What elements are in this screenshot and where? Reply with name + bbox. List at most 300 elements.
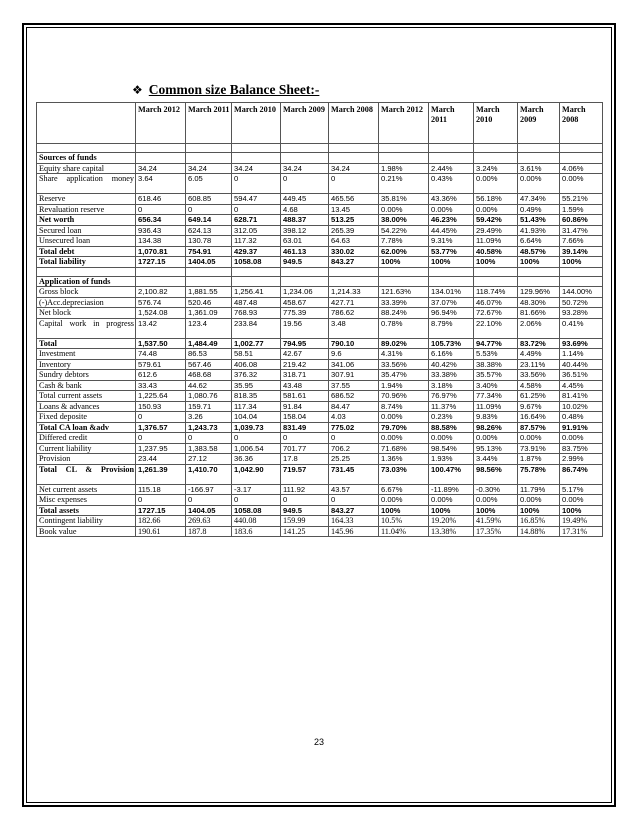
table-row <box>37 349 603 360</box>
table-cell: 81.41% <box>560 391 603 402</box>
table-cell: 0 <box>232 433 281 444</box>
table-row <box>37 144 603 153</box>
row-label: Investment <box>37 349 136 360</box>
table-cell: 23.11% <box>518 359 560 370</box>
table-row <box>37 484 603 495</box>
table-cell: 100% <box>429 505 474 516</box>
table-cell: 71.68% <box>379 443 429 454</box>
row-label: Fixed deposite <box>37 412 136 423</box>
row-label: Current liability <box>37 443 136 454</box>
table-cell: 4.03 <box>329 412 379 423</box>
table-cell: 265.39 <box>329 225 379 236</box>
table-cell: 612.6 <box>136 370 186 381</box>
table-cell: 1404.05 <box>186 505 232 516</box>
table-cell: 47.34% <box>518 194 560 205</box>
table-cell: 150.93 <box>136 401 186 412</box>
table-cell: 618.46 <box>136 194 186 205</box>
table-row <box>37 526 603 537</box>
table-cell: 1,237.95 <box>136 443 186 454</box>
table-cell <box>186 144 232 153</box>
table-cell: 33.39% <box>379 297 429 308</box>
table-cell: 17.8 <box>281 454 329 465</box>
table-cell: 25.25 <box>329 454 379 465</box>
table-cell: 8.79% <box>429 318 474 338</box>
table-cell: 19.49% <box>560 516 603 527</box>
table-cell: 269.63 <box>186 516 232 527</box>
column-header: March 2011 <box>186 103 232 144</box>
table-cell <box>474 144 518 153</box>
table-cell: 13.45 <box>329 204 379 215</box>
table-cell: 89.02% <box>379 338 429 349</box>
table-cell: 43.57 <box>329 484 379 495</box>
table-cell: 87.57% <box>518 422 560 433</box>
table-cell: 56.18% <box>474 194 518 205</box>
table-cell: 0.00% <box>379 433 429 444</box>
table-cell: 0 <box>232 174 281 194</box>
table-row <box>37 412 603 423</box>
table-cell <box>560 267 603 276</box>
table-cell: 790.10 <box>329 338 379 349</box>
table-cell: 0.00% <box>379 495 429 506</box>
table-cell: 1,410.70 <box>186 464 232 484</box>
table-cell <box>518 153 560 164</box>
table-cell: 62.00% <box>379 246 429 257</box>
table-cell: 6.64% <box>518 236 560 247</box>
table-cell: 775.39 <box>281 308 329 319</box>
table-cell: 13.42 <box>136 318 186 338</box>
table-cell <box>474 276 518 287</box>
table-cell <box>329 153 379 164</box>
table-cell: 98.26% <box>474 422 518 433</box>
table-cell: 7.66% <box>560 236 603 247</box>
table-cell: 22.10% <box>474 318 518 338</box>
table-cell: 594.47 <box>232 194 281 205</box>
table-cell: 233.84 <box>232 318 281 338</box>
table-row <box>37 380 603 391</box>
table-cell: 55.21% <box>560 194 603 205</box>
table-cell: 164.33 <box>329 516 379 527</box>
table-cell: 0 <box>232 204 281 215</box>
table-cell: 775.02 <box>329 422 379 433</box>
column-header: March 2009 <box>281 103 329 144</box>
table-cell: 4.58% <box>518 380 560 391</box>
table-row <box>37 370 603 381</box>
table-cell: 2.99% <box>560 454 603 465</box>
table-cell: 11.79% <box>518 484 560 495</box>
table-cell: 1.93% <box>429 454 474 465</box>
table-cell: 88.58% <box>429 422 474 433</box>
table-cell: 513.25 <box>329 215 379 226</box>
table-cell <box>560 144 603 153</box>
table-cell <box>560 276 603 287</box>
table-cell: 10.02% <box>560 401 603 412</box>
table-cell: 794.95 <box>281 338 329 349</box>
table-cell: 8.74% <box>379 401 429 412</box>
table-cell: 19.56 <box>281 318 329 338</box>
table-cell: 3.26 <box>186 412 232 423</box>
table-cell: 72.67% <box>474 308 518 319</box>
table-cell: 41.59% <box>474 516 518 527</box>
table-cell: 3.44% <box>474 454 518 465</box>
row-label <box>37 144 136 153</box>
table-cell: 0.43% <box>429 174 474 194</box>
table-cell: 29.49% <box>474 225 518 236</box>
table-row <box>37 236 603 247</box>
table-cell: 3.48 <box>329 318 379 338</box>
table-cell: 330.02 <box>329 246 379 257</box>
table-cell: 312.05 <box>232 225 281 236</box>
table-cell: 0.41% <box>560 318 603 338</box>
table-cell: 35.95 <box>232 380 281 391</box>
table-row <box>37 318 603 338</box>
table-cell <box>329 267 379 276</box>
table-cell: 17.35% <box>474 526 518 537</box>
table-cell: 100% <box>560 505 603 516</box>
table-cell: 1058.08 <box>232 257 281 268</box>
table-cell <box>518 267 560 276</box>
table-cell: 34.24 <box>186 163 232 174</box>
table-row <box>37 464 603 484</box>
table-cell: 1,243.73 <box>186 422 232 433</box>
table-cell: 16.64% <box>518 412 560 423</box>
row-label: Total CA loan &adv <box>37 422 136 433</box>
column-header: March 2009 <box>518 103 560 144</box>
table-cell: 1.87% <box>518 454 560 465</box>
table-cell: 5.53% <box>474 349 518 360</box>
table-cell: 100% <box>474 257 518 268</box>
table-cell <box>136 276 186 287</box>
table-cell <box>329 276 379 287</box>
table-cell: 843.27 <box>329 505 379 516</box>
table-cell: 1,225.64 <box>136 391 186 402</box>
table-cell: 35.47% <box>379 370 429 381</box>
row-label: Misc expenses <box>37 495 136 506</box>
table-cell: 9.31% <box>429 236 474 247</box>
table-cell: 111.92 <box>281 484 329 495</box>
table-row <box>37 257 603 268</box>
table-cell: 701.77 <box>281 443 329 454</box>
table-cell: 35.57% <box>474 370 518 381</box>
row-label: Unsecured loan <box>37 236 136 247</box>
table-cell: 0.00% <box>379 412 429 423</box>
table-cell: 86.74% <box>560 464 603 484</box>
table-cell: 520.46 <box>186 297 232 308</box>
row-label: Loans & advances <box>37 401 136 412</box>
table-cell: 843.27 <box>329 257 379 268</box>
row-label: Total liability <box>37 257 136 268</box>
table-cell: 2.44% <box>429 163 474 174</box>
table-row <box>37 153 603 164</box>
table-cell: 307.91 <box>329 370 379 381</box>
row-label: Application of funds <box>37 276 136 287</box>
row-label: Cash & bank <box>37 380 136 391</box>
table-cell: 0 <box>136 433 186 444</box>
table-cell: 576.74 <box>136 297 186 308</box>
table-cell: 1,261.39 <box>136 464 186 484</box>
table-cell: 3.40% <box>474 380 518 391</box>
diamond-bullet-icon: ❖ <box>132 83 143 97</box>
table-cell: 719.57 <box>281 464 329 484</box>
table-row <box>37 267 603 276</box>
table-cell <box>136 144 186 153</box>
table-cell: 36.51% <box>560 370 603 381</box>
table-row <box>37 225 603 236</box>
row-label: Secured loan <box>37 225 136 236</box>
table-row <box>37 338 603 349</box>
table-cell: 77.34% <box>474 391 518 402</box>
table-cell: 50.72% <box>560 297 603 308</box>
table-cell: 0 <box>329 174 379 194</box>
table-cell: 159.99 <box>281 516 329 527</box>
table-cell: 624.13 <box>186 225 232 236</box>
table-cell: 145.96 <box>329 526 379 537</box>
table-cell: 83.72% <box>518 338 560 349</box>
column-header: March 2011 <box>429 103 474 144</box>
table-cell: 686.52 <box>329 391 379 402</box>
table-row <box>37 308 603 319</box>
row-label: Inventory <box>37 359 136 370</box>
row-label: Net current assets <box>37 484 136 495</box>
table-cell: 4.49% <box>518 349 560 360</box>
table-cell <box>429 267 474 276</box>
table-cell: 134.38 <box>136 236 186 247</box>
table-cell: 0.00% <box>518 433 560 444</box>
table-cell: 48.57% <box>518 246 560 257</box>
table-cell: 1.36% <box>379 454 429 465</box>
table-cell: 104.04 <box>232 412 281 423</box>
table-cell: 190.61 <box>136 526 186 537</box>
table-cell: 3.18% <box>429 380 474 391</box>
row-label: Total debt <box>37 246 136 257</box>
table-cell <box>379 276 429 287</box>
table-cell: 608.85 <box>186 194 232 205</box>
table-cell: 33.38% <box>429 370 474 381</box>
table-cell: 2,100.82 <box>136 287 186 298</box>
table-cell: 134.01% <box>429 287 474 298</box>
table-cell: 34.24 <box>136 163 186 174</box>
column-header: March 2008 <box>560 103 603 144</box>
table-cell: 0 <box>329 433 379 444</box>
table-cell: 54.22% <box>379 225 429 236</box>
table-cell: 74.48 <box>136 349 186 360</box>
column-header: March 2010 <box>232 103 281 144</box>
row-label: Provision <box>37 454 136 465</box>
table-cell: 831.49 <box>281 422 329 433</box>
table-cell: 0.00% <box>518 174 560 194</box>
table-cell: 0 <box>186 433 232 444</box>
table-row <box>37 433 603 444</box>
table-cell: 1,256.41 <box>232 287 281 298</box>
row-label: Total <box>37 338 136 349</box>
table-cell: 461.13 <box>281 246 329 257</box>
table-cell <box>379 153 429 164</box>
table-cell: 115.18 <box>136 484 186 495</box>
table-row <box>37 505 603 516</box>
table-cell: 41.93% <box>518 225 560 236</box>
balance-sheet-table <box>36 102 603 537</box>
table-cell: 58.51 <box>232 349 281 360</box>
table-cell: 86.53 <box>186 349 232 360</box>
table-cell: 468.68 <box>186 370 232 381</box>
table-cell: 33.56% <box>379 359 429 370</box>
table-cell: 219.42 <box>281 359 329 370</box>
table-cell: 0.00% <box>429 495 474 506</box>
table-cell: 96.94% <box>429 308 474 319</box>
table-cell: 60.86% <box>560 215 603 226</box>
table-cell: 487.48 <box>232 297 281 308</box>
table-cell: 567.46 <box>186 359 232 370</box>
table-cell: 3.64 <box>136 174 186 194</box>
table-cell: 11.04% <box>379 526 429 537</box>
table-row <box>37 454 603 465</box>
table-cell: 754.91 <box>186 246 232 257</box>
table-cell: 1,383.58 <box>186 443 232 454</box>
table-cell: 949.5 <box>281 505 329 516</box>
table-cell: 440.08 <box>232 516 281 527</box>
table-cell: 19.20% <box>429 516 474 527</box>
table-cell: 1,080.76 <box>186 391 232 402</box>
table-cell: 159.71 <box>186 401 232 412</box>
table-cell: 579.61 <box>136 359 186 370</box>
table-cell: 43.36% <box>429 194 474 205</box>
table-cell: 4.06% <box>560 163 603 174</box>
table-cell: 4.68 <box>281 204 329 215</box>
table-cell <box>429 144 474 153</box>
row-label: Sundry debtors <box>37 370 136 381</box>
table-cell <box>281 267 329 276</box>
column-header: March 2008 <box>329 103 379 144</box>
row-label: Sources of funds <box>37 153 136 164</box>
table-cell: 706.2 <box>329 443 379 454</box>
table-cell: 91.84 <box>281 401 329 412</box>
page-number: 23 <box>313 737 324 747</box>
table-cell: 10.5% <box>379 516 429 527</box>
table-cell: 100% <box>518 505 560 516</box>
table-cell: -0.30% <box>474 484 518 495</box>
table-cell: 6.16% <box>429 349 474 360</box>
table-cell: 40.42% <box>429 359 474 370</box>
table-cell: 0 <box>186 495 232 506</box>
table-cell: 465.56 <box>329 194 379 205</box>
table-cell: 33.56% <box>518 370 560 381</box>
table-row <box>37 391 603 402</box>
table-cell: 406.08 <box>232 359 281 370</box>
table-cell <box>232 153 281 164</box>
table-cell: 64.63 <box>329 236 379 247</box>
table-cell: 1,070.81 <box>136 246 186 257</box>
column-header: March 2012 <box>136 103 186 144</box>
table-cell: 1727.15 <box>136 505 186 516</box>
table-cell: 95.13% <box>474 443 518 454</box>
table-cell: 318.71 <box>281 370 329 381</box>
table-cell: 449.45 <box>281 194 329 205</box>
table-cell: 0.23% <box>429 412 474 423</box>
table-cell: 141.25 <box>281 526 329 537</box>
table-cell: 75.78% <box>518 464 560 484</box>
table-row <box>37 215 603 226</box>
table-cell <box>186 276 232 287</box>
table-cell: 53.77% <box>429 246 474 257</box>
table-cell: 1.94% <box>379 380 429 391</box>
table-cell: 27.12 <box>186 454 232 465</box>
table-cell <box>429 276 474 287</box>
table-cell: 79.70% <box>379 422 429 433</box>
table-cell: 84.47 <box>329 401 379 412</box>
table-cell <box>136 153 186 164</box>
table-cell: 118.74% <box>474 287 518 298</box>
table-row <box>37 246 603 257</box>
table-cell: 44.45% <box>429 225 474 236</box>
table-cell: 40.44% <box>560 359 603 370</box>
table-cell: 73.03% <box>379 464 429 484</box>
table-cell <box>560 153 603 164</box>
table-cell: 158.04 <box>281 412 329 423</box>
table-cell: 0.00% <box>429 433 474 444</box>
table-cell: 46.23% <box>429 215 474 226</box>
table-cell: 0.00% <box>560 495 603 506</box>
row-label: Contingent liability <box>37 516 136 527</box>
table-cell: 731.45 <box>329 464 379 484</box>
table-row <box>37 422 603 433</box>
table-cell: 93.69% <box>560 338 603 349</box>
table-cell: 98.56% <box>474 464 518 484</box>
row-label: Book value <box>37 526 136 537</box>
table-cell: 100.47% <box>429 464 474 484</box>
row-label: Net worth <box>37 215 136 226</box>
table-cell: 1.59% <box>560 204 603 215</box>
table-cell: 0.00% <box>560 433 603 444</box>
table-row <box>37 287 603 298</box>
row-label <box>37 267 136 276</box>
table-cell: 11.09% <box>474 401 518 412</box>
table-cell: 0.78% <box>379 318 429 338</box>
table-row <box>37 204 603 215</box>
table-cell: 0.21% <box>379 174 429 194</box>
table-cell: 183.6 <box>232 526 281 537</box>
table-cell: 93.28% <box>560 308 603 319</box>
table-cell: 91.91% <box>560 422 603 433</box>
table-cell: 9.83% <box>474 412 518 423</box>
table-cell: 130.78 <box>186 236 232 247</box>
table-cell: 0 <box>186 204 232 215</box>
table-cell: 100% <box>518 257 560 268</box>
table-row <box>37 401 603 412</box>
table-cell: 1,214.33 <box>329 287 379 298</box>
table-cell: 0.00% <box>474 174 518 194</box>
table-cell: 100% <box>560 257 603 268</box>
table-cell: 37.55 <box>329 380 379 391</box>
table-cell: 7.78% <box>379 236 429 247</box>
table-cell: 34.24 <box>329 163 379 174</box>
table-cell: 38.38% <box>474 359 518 370</box>
table-cell: 0 <box>281 433 329 444</box>
table-cell: 1,361.09 <box>186 308 232 319</box>
table-cell: 46.07% <box>474 297 518 308</box>
table-cell: 0 <box>281 174 329 194</box>
table-cell <box>429 153 474 164</box>
table-cell: 429.37 <box>232 246 281 257</box>
table-cell <box>281 276 329 287</box>
table-cell: 61.25% <box>518 391 560 402</box>
table-cell: 1,042.90 <box>232 464 281 484</box>
table-cell: 581.61 <box>281 391 329 402</box>
table-cell: 0.00% <box>429 204 474 215</box>
table-cell: -3.17 <box>232 484 281 495</box>
table-cell: 0 <box>281 495 329 506</box>
table-cell <box>186 267 232 276</box>
table-cell <box>186 153 232 164</box>
header-row <box>37 103 603 144</box>
